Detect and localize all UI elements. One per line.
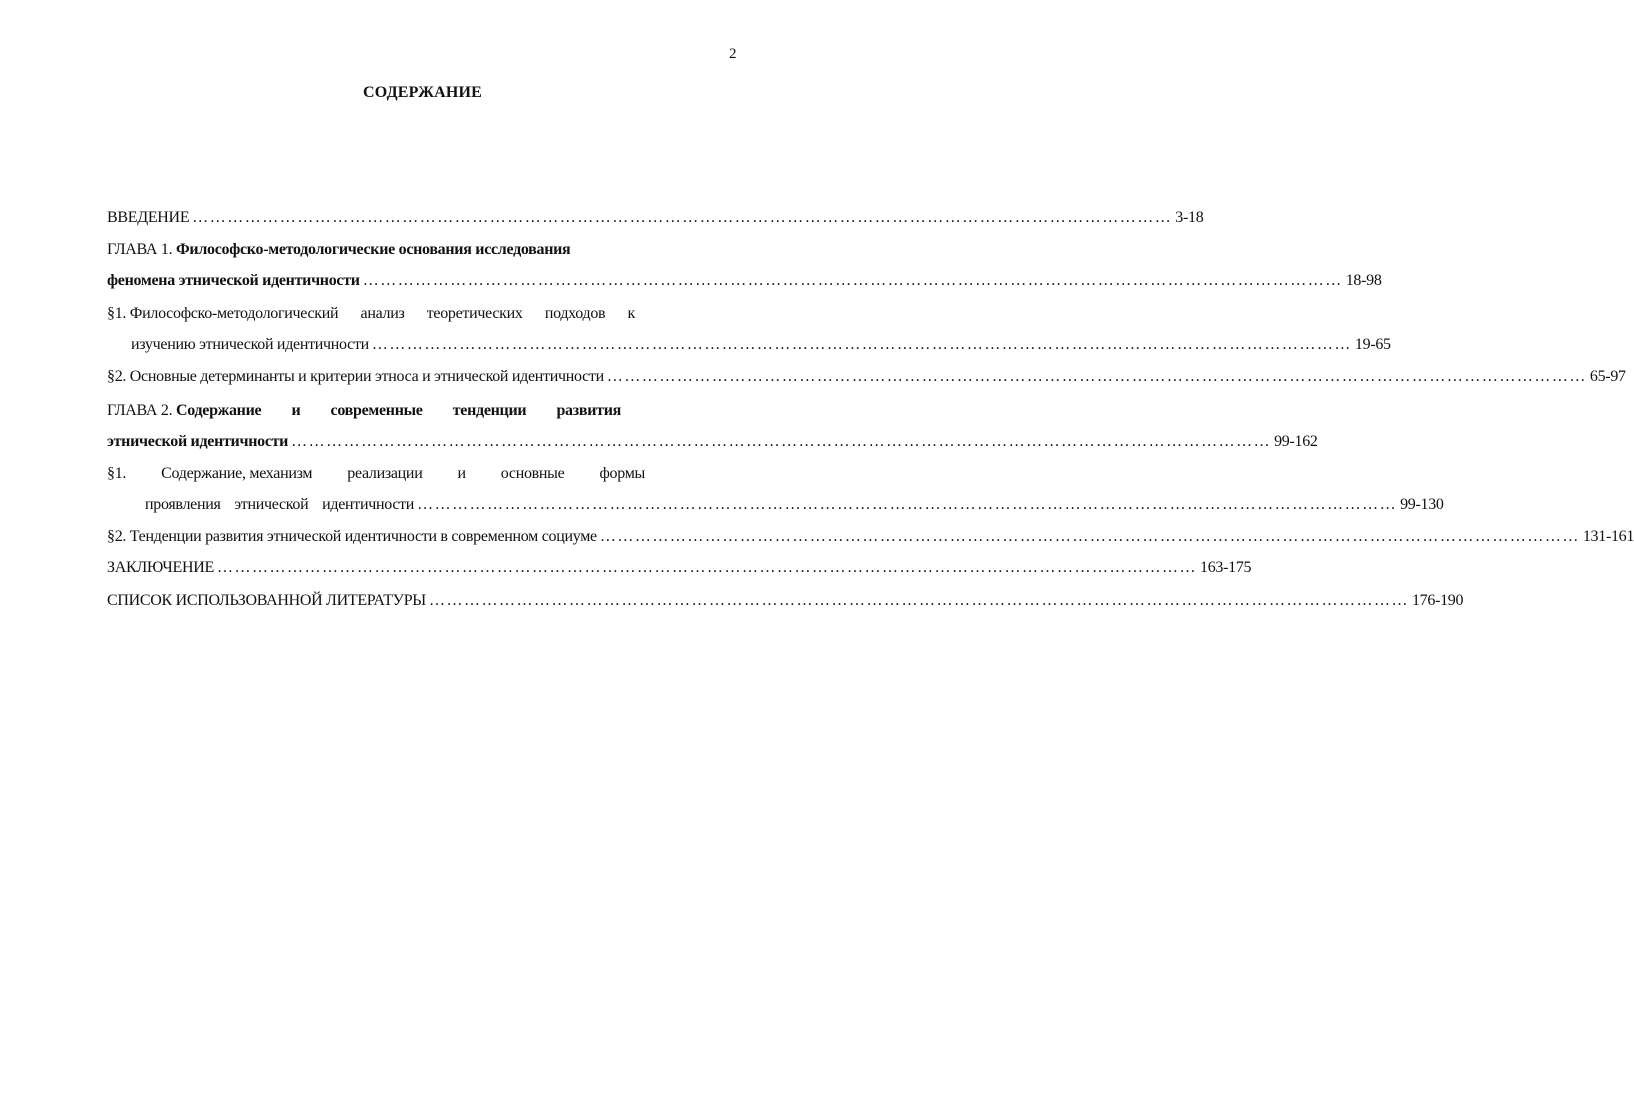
toc-page-range: 131-161 [1582,528,1634,545]
toc-page-range: 99-130 [1400,496,1444,513]
chapter-title-line2: этнической идентичности [107,433,289,450]
toc-entry-section-1-2[interactable] [107,368,1626,386]
toc-entry-label: СПИСОК ИСПОЛЬЗОВАННОЙ ЛИТЕРАТУРЫ [107,592,426,609]
leader-dots: …………………………………………………………………………………………………………………………………………………… [371,336,1352,353]
toc-entry-chapter-1[interactable] [107,272,1382,290]
leader-dots: …………………………………………………………………………………………………………………………………………………… [417,496,1398,513]
word: и [457,465,466,482]
leader-dots: …………………………………………………………………………………………………………………………………………………… [291,433,1272,450]
toc-page-range: 163-175 [1200,559,1252,576]
word: подходов [544,305,606,322]
toc-page-range: 3-18 [1175,209,1204,226]
toc-chapter-2-heading [107,402,621,420]
toc-entry-label: проявления этнической идентичности [145,496,415,513]
leader-dots: …………………………………………………………………………………………………………………………………………………… [428,592,1409,609]
toc-entry-chapter-2[interactable] [107,433,1318,451]
toc-entry-label: §2. Основные детерминанты и критерии этноса и этнической идентичности [107,368,604,385]
word: к [627,305,635,322]
chapter-prefix: ГЛАВА 2. [107,402,173,419]
leader-dots: …………………………………………………………………………………………………………………………………………………… [606,368,1587,385]
chapter-prefix: ГЛАВА 1. [107,241,173,258]
toc-section-1-1-line1 [107,305,635,323]
word: Содержание, механизм [161,465,313,482]
toc-page-range: 19-65 [1354,336,1391,353]
toc-entry-intro[interactable] [107,209,1204,227]
toc-page-range: 176-190 [1411,592,1464,609]
leader-dots: …………………………………………………………………………………………………………………………………………………… [362,272,1343,289]
toc-entry-section-2-1[interactable] [145,496,1444,514]
word: реализации [347,465,423,482]
toc-chapter-1-heading [107,241,570,259]
toc-page-range: 18-98 [1345,272,1382,289]
word: и [291,402,301,419]
leader-dots: …………………………………………………………………………………………………………………………………………………… [192,209,1173,226]
word: §1. [107,465,127,482]
page-title: СОДЕРЖАНИЕ [362,84,483,101]
word: теоретических [426,305,523,322]
leader-dots: …………………………………………………………………………………………………………………………………………………… [217,559,1197,576]
word: современные [330,402,423,419]
word: развития [556,402,621,419]
page-number: 2 [729,46,737,62]
toc-entry-conclusion[interactable] [107,559,1252,577]
word: §1. Философско-методологический [107,305,339,322]
word: Содержание [175,402,262,419]
chapter-prefix-with-word [107,402,261,420]
toc-entry-label: ВВЕДЕНИЕ [107,209,190,226]
toc-page-range: 99-162 [1274,433,1318,450]
toc-page-range: 65-97 [1589,368,1626,385]
word: основные [500,465,565,482]
toc-entry-label: изучению этнической идентичности [131,336,369,353]
word: тенденции [452,402,527,419]
toc-entry-label: §2. Тенденции развития этнической идентичности в современном социуме [107,528,597,545]
toc-section-2-1-line1 [107,465,645,483]
toc-entry-section-2-2[interactable] [107,528,1634,546]
chapter-title-line2: феномена этнической идентичности [107,272,360,289]
word: формы [599,465,645,482]
toc-entry-label: ЗАКЛЮЧЕНИЕ [107,559,214,576]
toc-entry-references[interactable] [107,592,1464,610]
chapter-title-line1: Философско-методологические основания исследования [175,241,571,258]
toc-entry-section-1-1[interactable] [131,336,1391,354]
word: анализ [360,305,405,322]
leader-dots: …………………………………………………………………………………………………………………………………………………… [599,528,1580,545]
